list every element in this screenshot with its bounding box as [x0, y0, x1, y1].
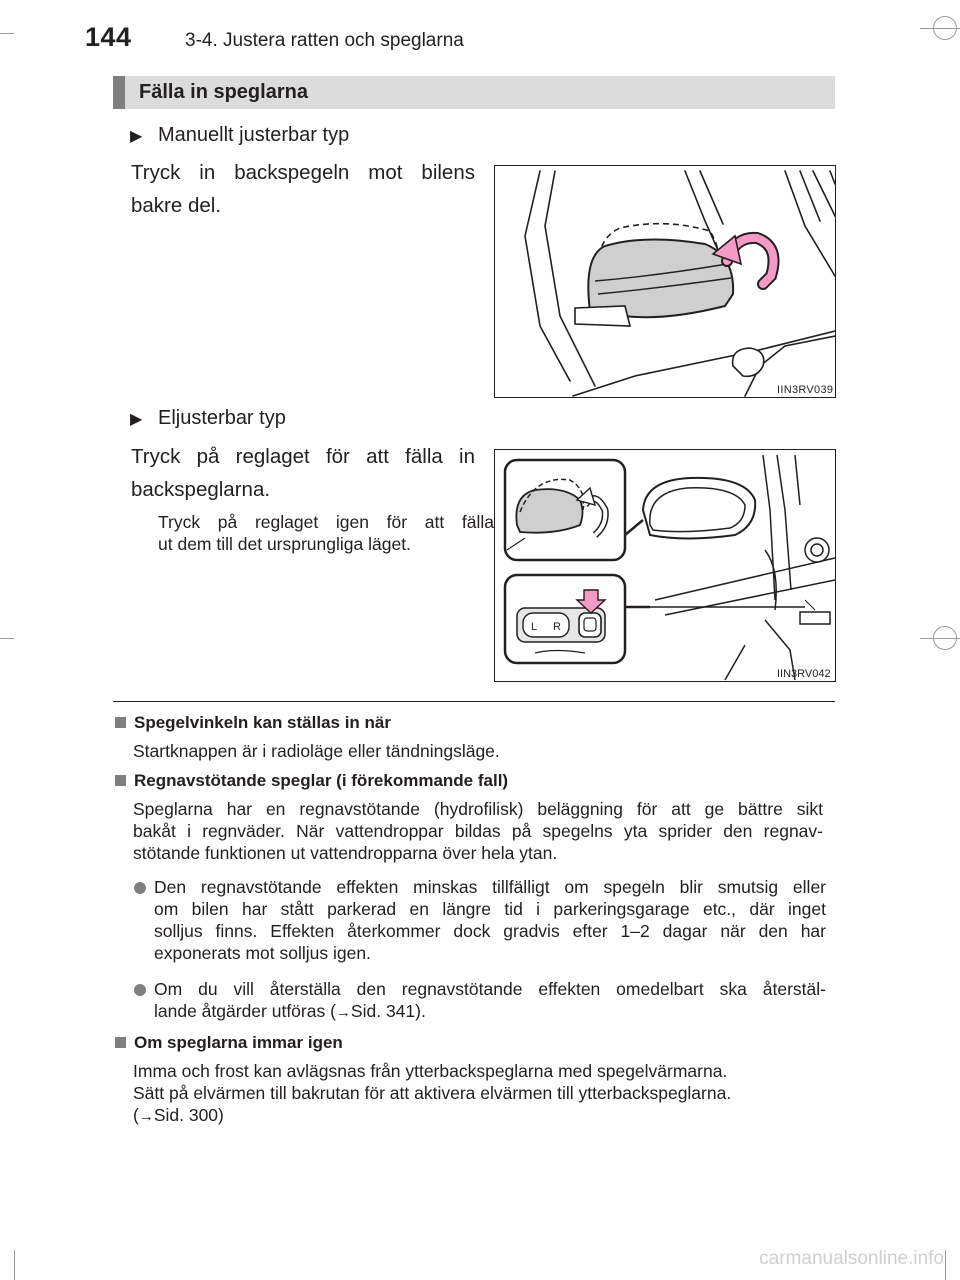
bullet-line: om bilen har stått parkerad en längre tid i parkeringsgarage etc., där inget — [154, 899, 826, 919]
electric-type-heading — [130, 407, 286, 430]
square-bullet-icon — [115, 775, 126, 786]
page-reference-link[interactable]: Sid. 300) — [153, 1105, 224, 1125]
triangle-bullet-icon: ▶ — [130, 128, 143, 145]
manual-instruction-line: Tryck in backspegeln mot bilens — [131, 161, 475, 184]
note-line: Imma och frost kan avlägsnas från ytterbackspeglarna med spegelvärmarna. — [133, 1061, 728, 1081]
bullet-line: Om du vill återställa den regnavstötande effekten omedelbart ska återstäl- — [154, 979, 826, 999]
bullet-line: solljus finns. Effekten återkommer dock gradvis efter 1–2 dagar när den har — [154, 921, 826, 941]
square-bullet-icon — [115, 1037, 126, 1048]
switch-left-label: L — [531, 621, 538, 633]
manual-mirror-illustration — [494, 165, 836, 398]
note-line: stötande funktionen ut vattendropparna över hela ytan. — [133, 843, 558, 863]
switch-right-label: R — [553, 621, 561, 633]
crop-mark — [0, 638, 14, 639]
page-reference-link[interactable]: Sid. 341). — [350, 1001, 426, 1021]
bullet-text-block — [154, 876, 826, 964]
page-reference-arrow-icon: → — [335, 1004, 351, 1021]
electric-instruction-line: Tryck på reglaget för att fälla in — [131, 445, 475, 468]
bullet-text: lande åtgärder utföras ( — [154, 1001, 336, 1021]
note-heading-text: Om speglarna immar igen — [134, 1033, 343, 1052]
note-text-block — [133, 798, 823, 864]
electric-mirror-drawing — [495, 450, 835, 681]
note-heading-rain-repellent — [115, 771, 508, 791]
note-line-with-ref: (→Sid. 300) — [133, 1105, 224, 1125]
circle-bullet-icon — [134, 984, 146, 996]
electric-mirror-illustration — [494, 449, 836, 682]
square-bullet-icon — [115, 717, 126, 728]
section-divider — [113, 701, 835, 702]
bullet-line-with-ref — [154, 1000, 826, 1024]
note-text-block — [133, 1060, 833, 1128]
note-line: bakåt i regnväder. När vattendroppar bildas på spegelns yta sprider den regnav- — [133, 821, 823, 841]
triangle-bullet-icon: ▶ — [130, 411, 143, 428]
note-text: Startknappen är i radioläge eller tändningsläge. — [133, 741, 500, 761]
manual-instruction-line: bakre del. — [131, 194, 222, 217]
section-title-bar — [113, 76, 835, 109]
note-line: Speglarna har en regnavstötande (hydrofilisk) beläggning för att ge bättre sikt — [133, 799, 823, 819]
note-heading-text: Spegelvinkeln kan ställas in när — [134, 713, 391, 732]
bullet-line: Den regnavstötande effekten minskas tillfälligt om spegeln blir smutsig eller — [154, 877, 826, 897]
subnote-line: ut dem till det ursprungliga läget. — [158, 534, 411, 554]
page-number: 144 — [85, 22, 132, 52]
figure-code: IIN3RV039 — [777, 384, 834, 396]
bullet-text-block — [154, 978, 826, 1024]
circle-bullet-icon — [134, 882, 146, 894]
section-title: Fälla in speglarna — [139, 81, 308, 103]
manual-mirror-drawing — [495, 166, 835, 397]
subnote-line: Tryck på reglaget igen för att fälla — [158, 512, 494, 532]
figure-code: IIN3RV042 — [777, 668, 831, 680]
manual-type-instruction — [131, 156, 475, 222]
manual-type-label: Manuellt justerbar typ — [158, 124, 350, 146]
note-line: Sätt på elvärmen till bakrutan för att aktivera elvärmen till ytterbackspeglarna. — [133, 1083, 732, 1103]
note-heading-fogging — [115, 1033, 343, 1053]
crop-mark — [14, 1250, 15, 1280]
electric-type-label: Eljusterbar typ — [158, 407, 286, 429]
electric-type-instruction — [131, 440, 475, 506]
note-heading-mirror-angle — [115, 713, 391, 733]
crop-mark — [920, 638, 960, 639]
electric-instruction-line: backspeglarna. — [131, 478, 271, 501]
page-reference-arrow-icon: → — [138, 1108, 154, 1125]
bullet-line: exponerats mot solljus igen. — [154, 943, 371, 963]
manual-type-heading — [130, 124, 349, 147]
crop-mark — [920, 28, 960, 29]
note-heading-text: Regnavstötande speglar (i förekommande fall) — [134, 771, 509, 790]
electric-type-subnote — [158, 511, 494, 555]
running-head: 3-4. Justera ratten och speglarna — [185, 30, 464, 51]
crop-mark — [0, 33, 14, 34]
watermark: carmanualsonline.info — [759, 1248, 944, 1269]
crop-mark — [945, 1250, 946, 1280]
